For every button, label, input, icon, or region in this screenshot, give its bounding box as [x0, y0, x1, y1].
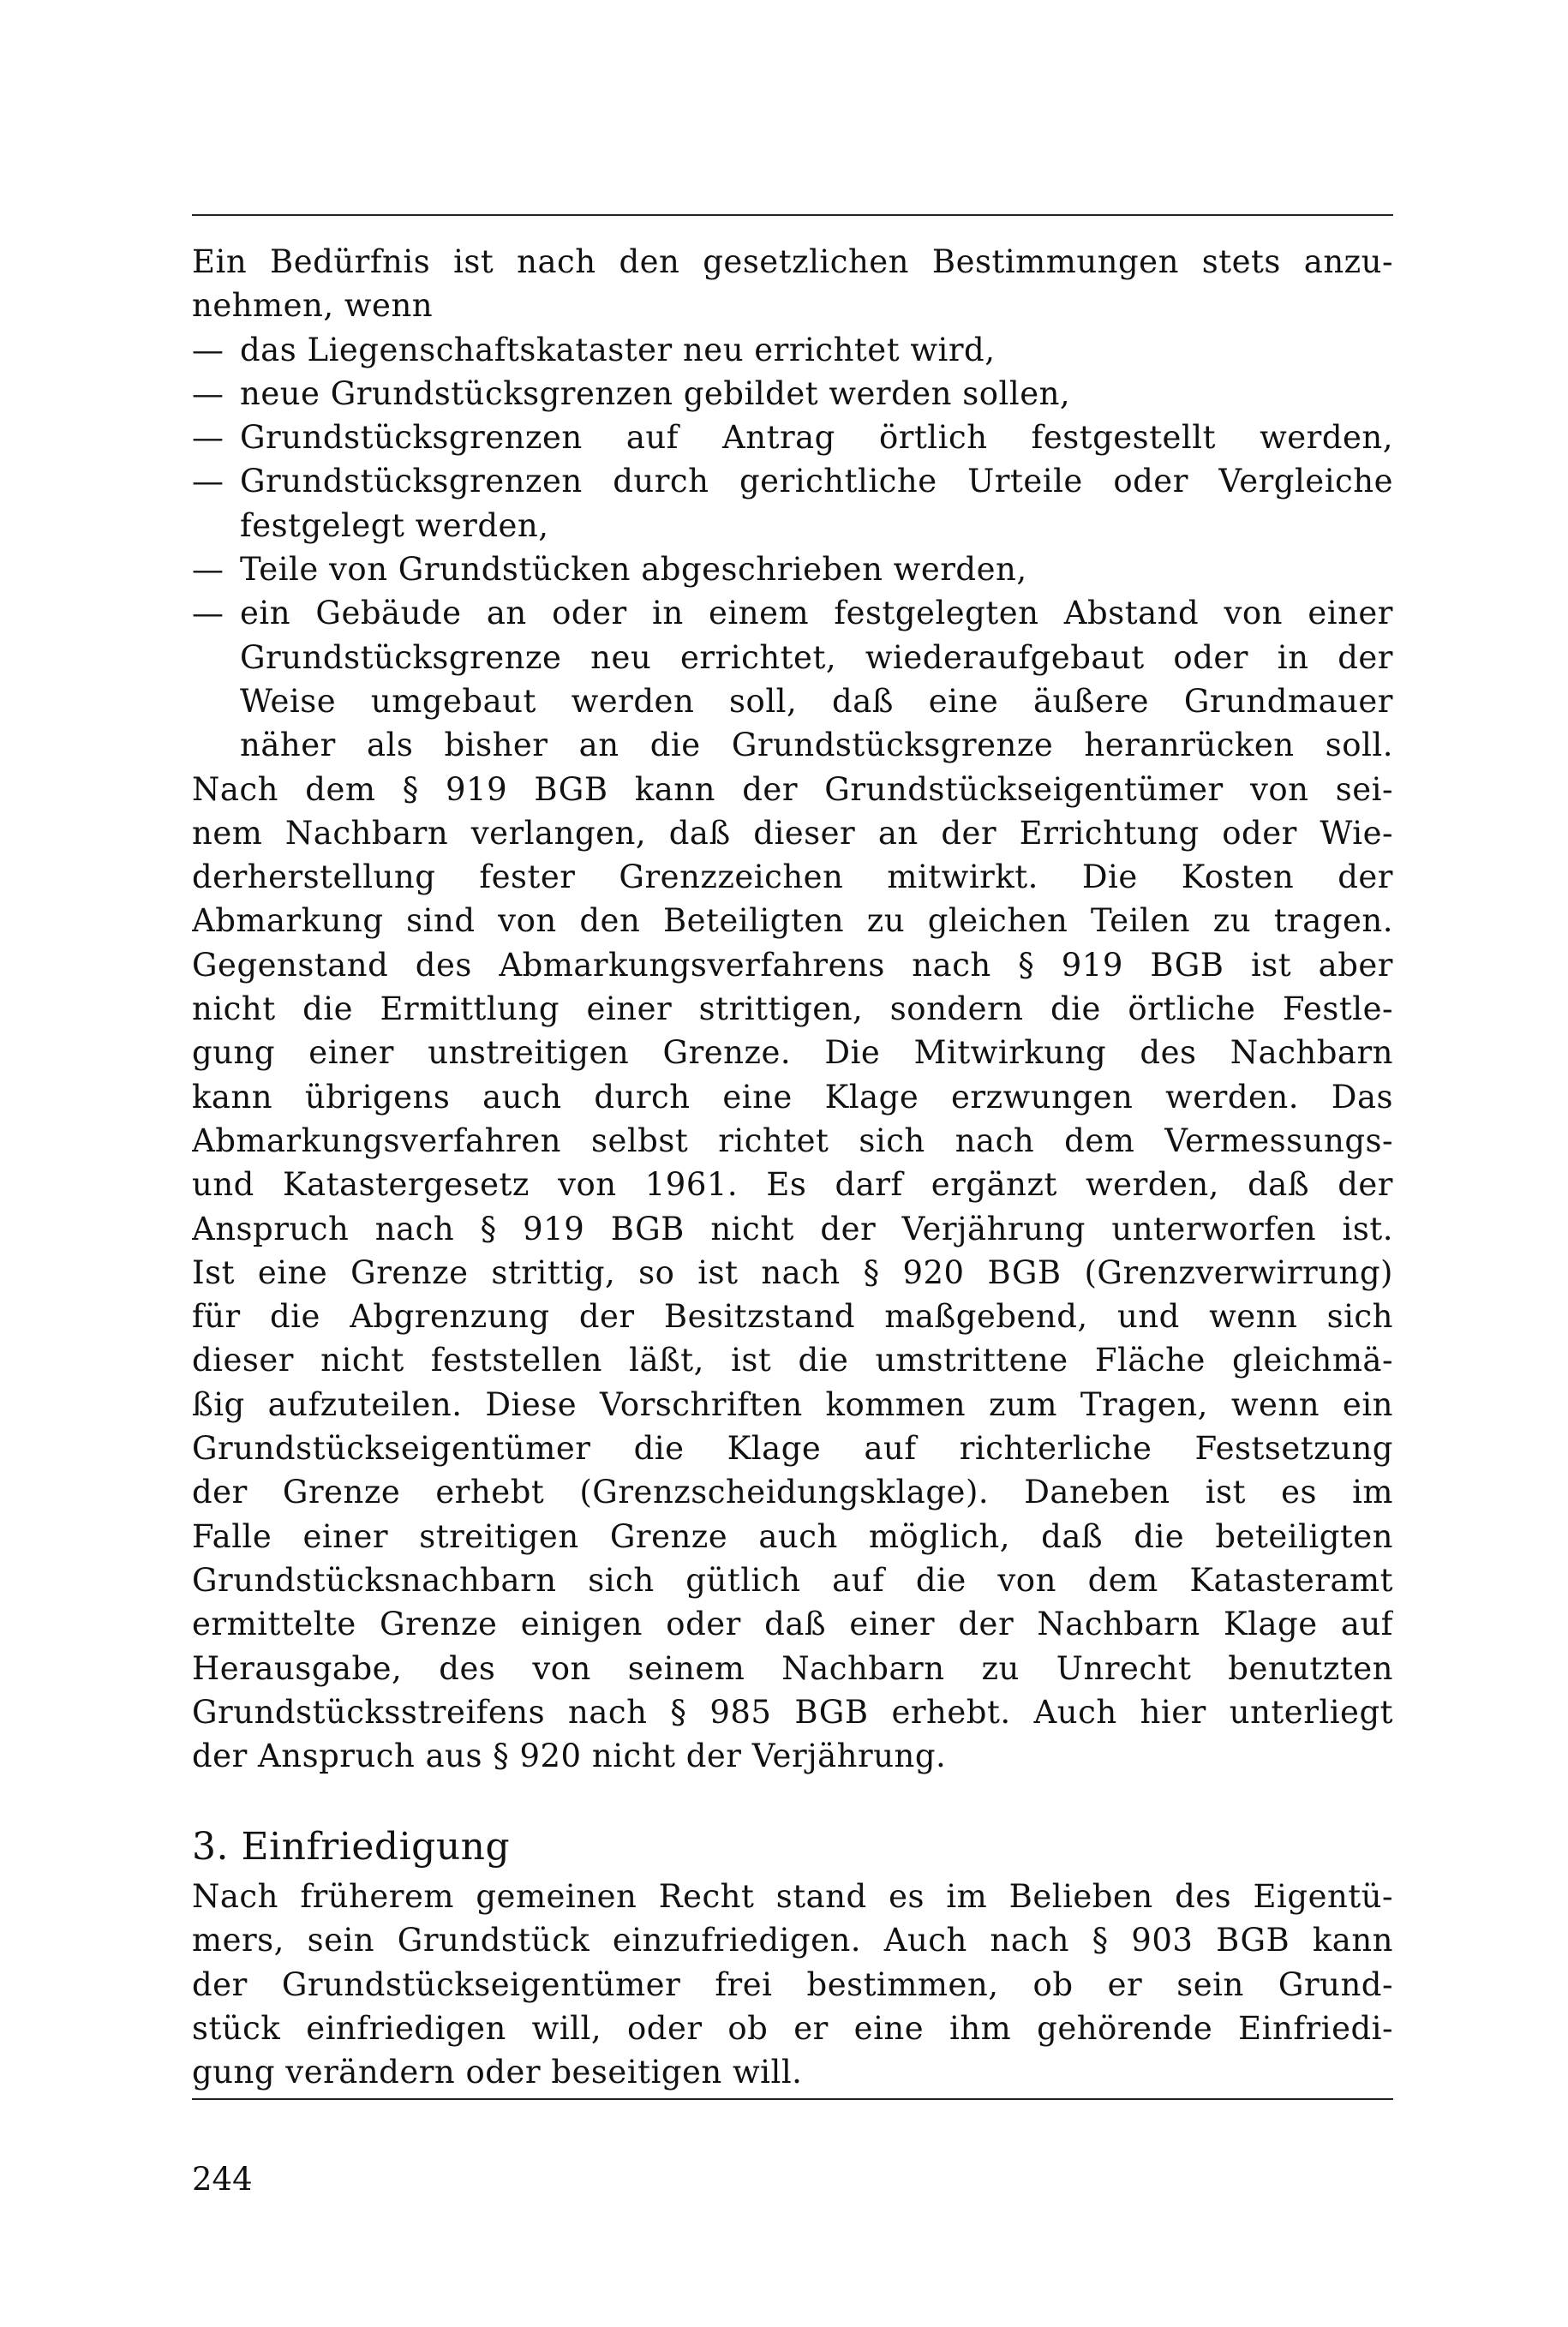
- section-text-block: [192, 1875, 1393, 2094]
- body-line: derherstellung fester Grenzzeichen mitwirkt. Die Kosten der: [192, 858, 1393, 896]
- body-line: Abmarkung sind von den Beteiligten zu gleichen Teilen zu tragen.: [192, 902, 1393, 940]
- dash-list-item: [192, 459, 1393, 503]
- dash-item-continuation: näher als bisher an die Grundstücksgrenze heranrücken soll.: [240, 727, 1393, 764]
- body-line: Ist eine Grenze strittig, so ist nach § 920 BGB (Grenzverwirrung): [192, 1253, 1393, 1291]
- body-line: der Grenze erhebt (Grenzscheidungsklage). Daneben ist es im: [192, 1474, 1393, 1511]
- body-line: Falle einer streitigen Grenze auch möglich, daß die beteiligten: [192, 1517, 1393, 1555]
- page-number: 244: [192, 2161, 253, 2198]
- section-line: stück einfriedigen will, oder ob er eine ihm gehörende Einfriedi-: [192, 2009, 1393, 2047]
- section-line: Nach früherem gemeinen Recht stand es im Belieben des Eigentü-: [192, 1878, 1393, 1915]
- bottom-rule: [192, 2098, 1393, 2100]
- dash-item-text: Grundstücksgrenzen durch gerichtliche Urteile oder Vergleiche: [240, 463, 1393, 500]
- body-line: der Anspruch aus § 920 nicht der Verjährung.: [192, 1738, 947, 1775]
- main-text-block: [192, 240, 1393, 1778]
- body-line: Gegenstand des Abmarkungsverfahrens nach § 919 BGB ist aber: [192, 946, 1393, 984]
- em-dash: —: [192, 331, 224, 368]
- dash-item-continuation: Weise umgebaut werden soll, daß eine äußere Grundmauer: [240, 682, 1393, 720]
- dash-item-text: Teile von Grundstücken abgeschrieben werden,: [240, 551, 1027, 589]
- dash-list-item: [192, 591, 1393, 635]
- body-line: für die Abgrenzung der Besitzstand maßgebend, und wenn sich: [192, 1298, 1393, 1336]
- body-line: Grundstücksnachbarn sich gütlich auf die von dem Katasteramt: [192, 1561, 1393, 1599]
- dash-list-item: [192, 372, 1393, 416]
- dash-item-text: neue Grundstücksgrenzen gebildet werden sollen,: [240, 374, 1071, 412]
- body-line: nem Nachbarn verlangen, daß dieser an der Errichtung oder Wie-: [192, 814, 1393, 852]
- body-line: Abmarkungsverfahren selbst richtet sich nach dem Vermessungs-: [192, 1122, 1393, 1159]
- body-line: ßig aufzuteilen. Diese Vorschriften kommen zum Tragen, wenn ein: [192, 1385, 1393, 1423]
- body-line: Grundstücksstreifens nach § 985 BGB erhebt. Auch hier unterliegt: [192, 1693, 1393, 1731]
- dash-item-text: ein Gebäude an oder in einem festgelegten Abstand von einer: [240, 595, 1393, 632]
- em-dash: —: [192, 419, 224, 457]
- dash-item-text: Grundstücksgrenzen auf Antrag örtlich festgestellt werden,: [240, 419, 1393, 457]
- em-dash: —: [192, 463, 224, 500]
- dash-item-text: das Liegenschaftskataster neu errichtet wird,: [240, 331, 996, 368]
- intro-line: Ein Bedürfnis ist nach den gesetzlichen Bestimmungen stets anzu-: [192, 243, 1393, 280]
- body-line: kann übrigens auch durch eine Klage erzwungen werden. Das: [192, 1078, 1393, 1116]
- body-line: ermittelte Grenze einigen oder daß einer der Nachbarn Klage auf: [192, 1606, 1393, 1643]
- section-line: gung verändern oder beseitigen will.: [192, 2054, 803, 2091]
- body-line: gung einer unstreitigen Grenze. Die Mitwirkung des Nachbarn: [192, 1034, 1393, 1072]
- body-line: Nach dem § 919 BGB kann der Grundstückseigentümer von sei-: [192, 770, 1393, 808]
- body-line: nicht die Ermittlung einer strittigen, sondern die örtliche Festle-: [192, 990, 1393, 1028]
- em-dash: —: [192, 595, 224, 632]
- body-line: Herausgabe, des von seinem Nachbarn zu Unrecht benutzten: [192, 1649, 1393, 1687]
- dash-list-item: [192, 547, 1393, 591]
- body-line: Grundstückseigentümer die Klage auf richterliche Festsetzung: [192, 1430, 1393, 1468]
- section-line: der Grundstückseigentümer frei bestimmen, ob er sein Grund-: [192, 1965, 1393, 2003]
- top-rule: [192, 214, 1393, 216]
- dash-list-item: [192, 328, 1393, 372]
- dash-list-item: [192, 416, 1393, 459]
- em-dash: —: [192, 374, 224, 412]
- dash-item-continuation: Grundstücksgrenze neu errichtet, wiederaufgebaut oder in der: [240, 638, 1393, 676]
- body-line: und Katastergesetz von 1961. Es darf ergänzt werden, daß der: [192, 1166, 1393, 1204]
- intro-line: nehmen, wenn: [192, 287, 434, 325]
- dash-item-continuation: festgelegt werden,: [240, 506, 549, 544]
- section-heading: 3. Einfriedigung: [192, 1825, 511, 1869]
- em-dash: —: [192, 551, 224, 589]
- section-line: mers, sein Grundstück einzufriedigen. Auch nach § 903 BGB kann: [192, 1922, 1393, 1959]
- body-line: Anspruch nach § 919 BGB nicht der Verjährung unterworfen ist.: [192, 1210, 1393, 1247]
- body-line: dieser nicht feststellen läßt, ist die umstrittene Fläche gleichmä-: [192, 1342, 1393, 1379]
